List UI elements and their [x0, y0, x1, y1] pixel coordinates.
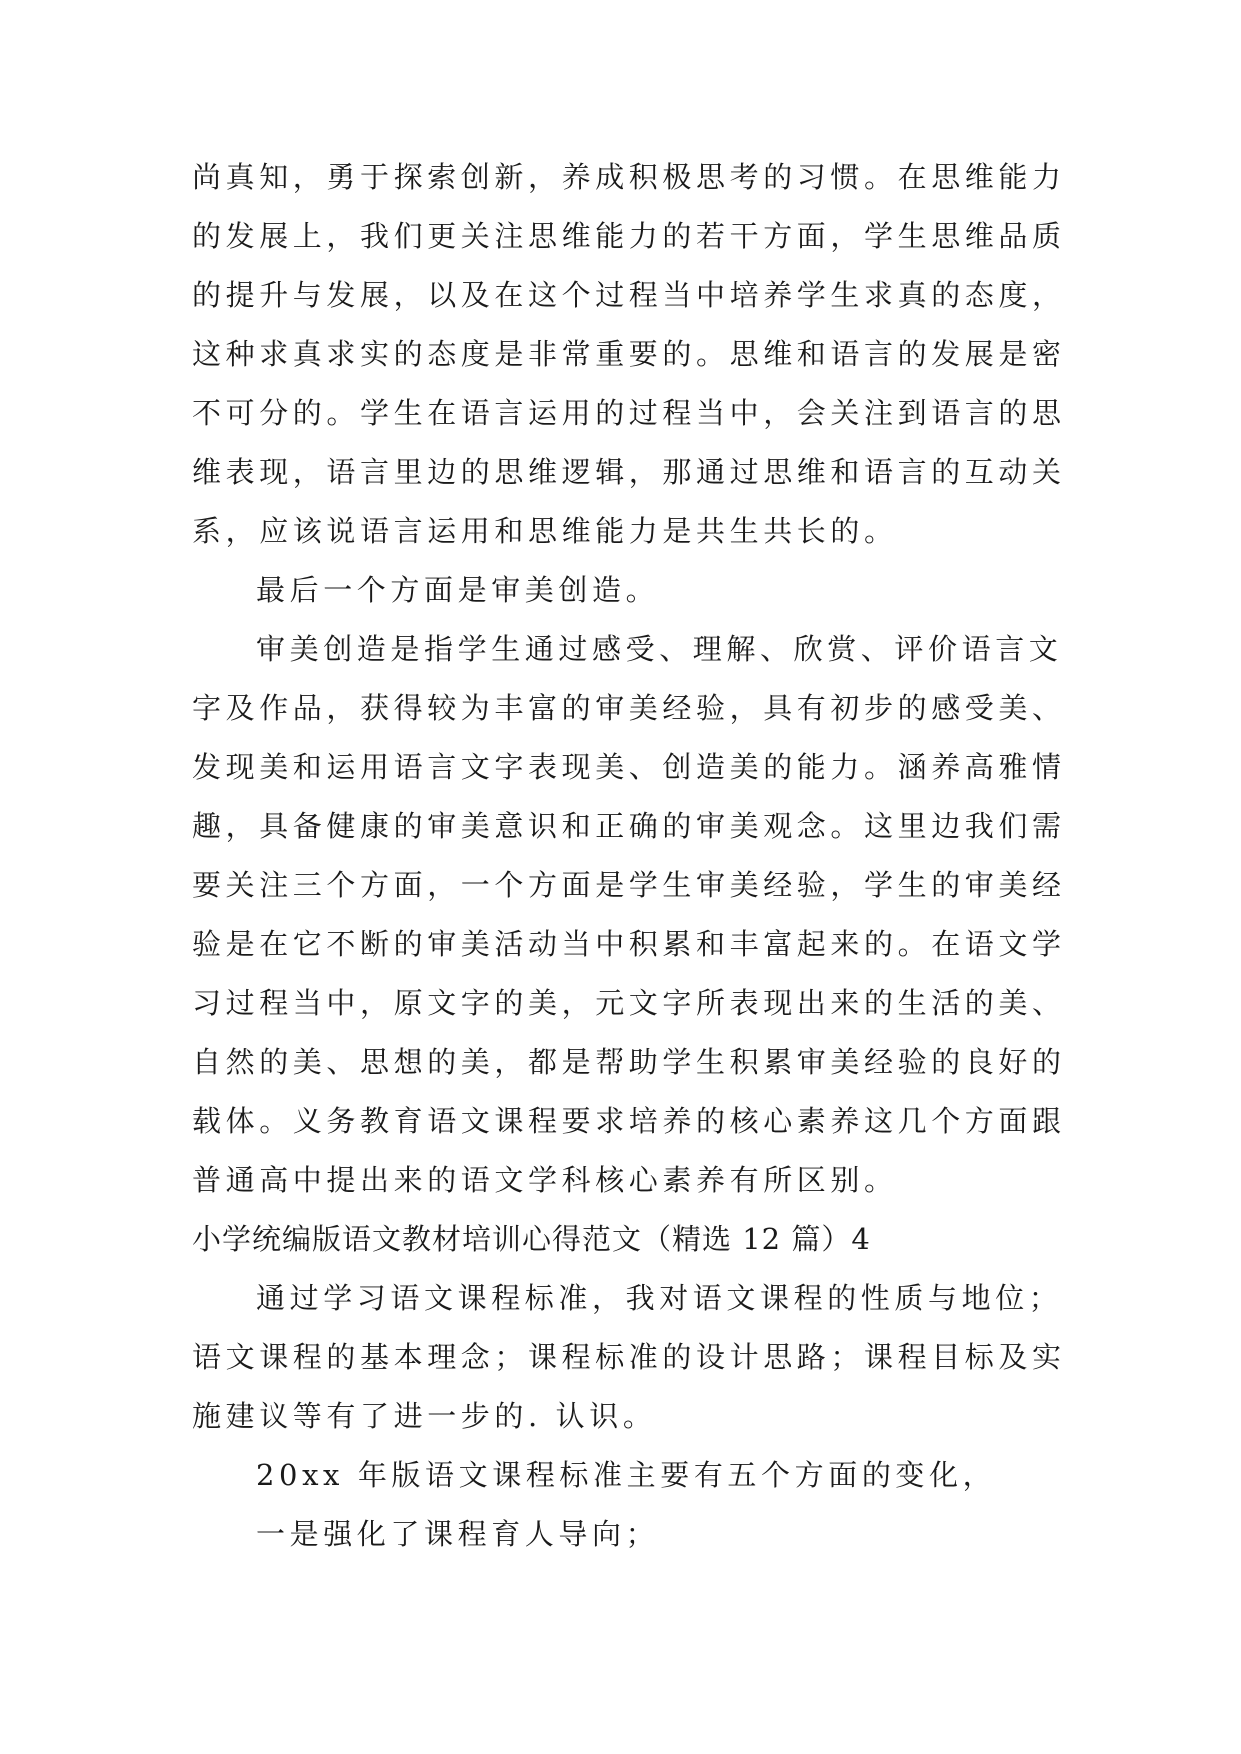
- paragraph-start-line: 20xx 年版语文课程标准主要有五个方面的变化，: [256, 1458, 997, 1492]
- paragraph-start-line: 最后一个方面是审美创造。: [256, 573, 660, 607]
- text-line: 习过程当中，原文字的美，元文字所表现出来的生活的美、: [192, 986, 1066, 1020]
- text-line: 普通高中提出来的语文学科核心素养有所区别。: [192, 1163, 898, 1197]
- text-line: 字及作品，获得较为丰富的审美经验，具有初步的感受美、: [192, 691, 1066, 725]
- text-line: 的提升与发展，以及在这个过程当中培养学生求真的态度，: [192, 278, 1066, 312]
- document-body: [192, 148, 1072, 1564]
- text-line: 自然的美、思想的美，都是帮助学生积累审美经验的良好的: [192, 1045, 1066, 1079]
- text-line: 尚真知，勇于探索创新，养成积极思考的习惯。在思维能力: [192, 160, 1066, 194]
- text-line: 要关注三个方面，一个方面是学生审美经验，学生的审美经: [192, 868, 1066, 902]
- text-line: 载体。义务教育语文课程要求培养的核心素养这几个方面跟: [192, 1104, 1066, 1138]
- text-line: 系，应该说语言运用和思维能力是共生共长的。: [192, 514, 898, 548]
- text-line: 趣，具备健康的审美意识和正确的审美观念。这里边我们需: [192, 809, 1066, 843]
- text-line: 验是在它不断的审美活动当中积累和丰富起来的。在语文学: [192, 927, 1066, 961]
- text-line: 发现美和运用语言文字表现美、创造美的能力。涵养高雅情: [192, 750, 1066, 784]
- paragraph-start-line: 一是强化了课程育人导向；: [256, 1517, 660, 1551]
- text-line: 不可分的。学生在语言运用的过程当中，会关注到语言的思: [192, 396, 1066, 430]
- paragraph-start-line: 通过学习语文课程标准，我对语文课程的性质与地位；: [256, 1281, 1063, 1315]
- section-heading: 小学统编版语文教材培训心得范文（精选 12 篇）4: [192, 1222, 871, 1256]
- paragraph-start-line: 审美创造是指学生通过感受、理解、欣赏、评价语言文: [256, 632, 1063, 666]
- text-line: 这种求真求实的态度是非常重要的。思维和语言的发展是密: [192, 337, 1066, 371]
- text-line: 维表现，语言里边的思维逻辑，那通过思维和语言的互动关: [192, 455, 1066, 489]
- text-line: 语文课程的基本理念；课程标准的设计思路；课程目标及实: [192, 1340, 1066, 1374]
- text-line: 施建议等有了进一步的. 认识。: [192, 1399, 657, 1433]
- text-line: 的发展上，我们更关注思维能力的若干方面，学生思维品质: [192, 219, 1066, 253]
